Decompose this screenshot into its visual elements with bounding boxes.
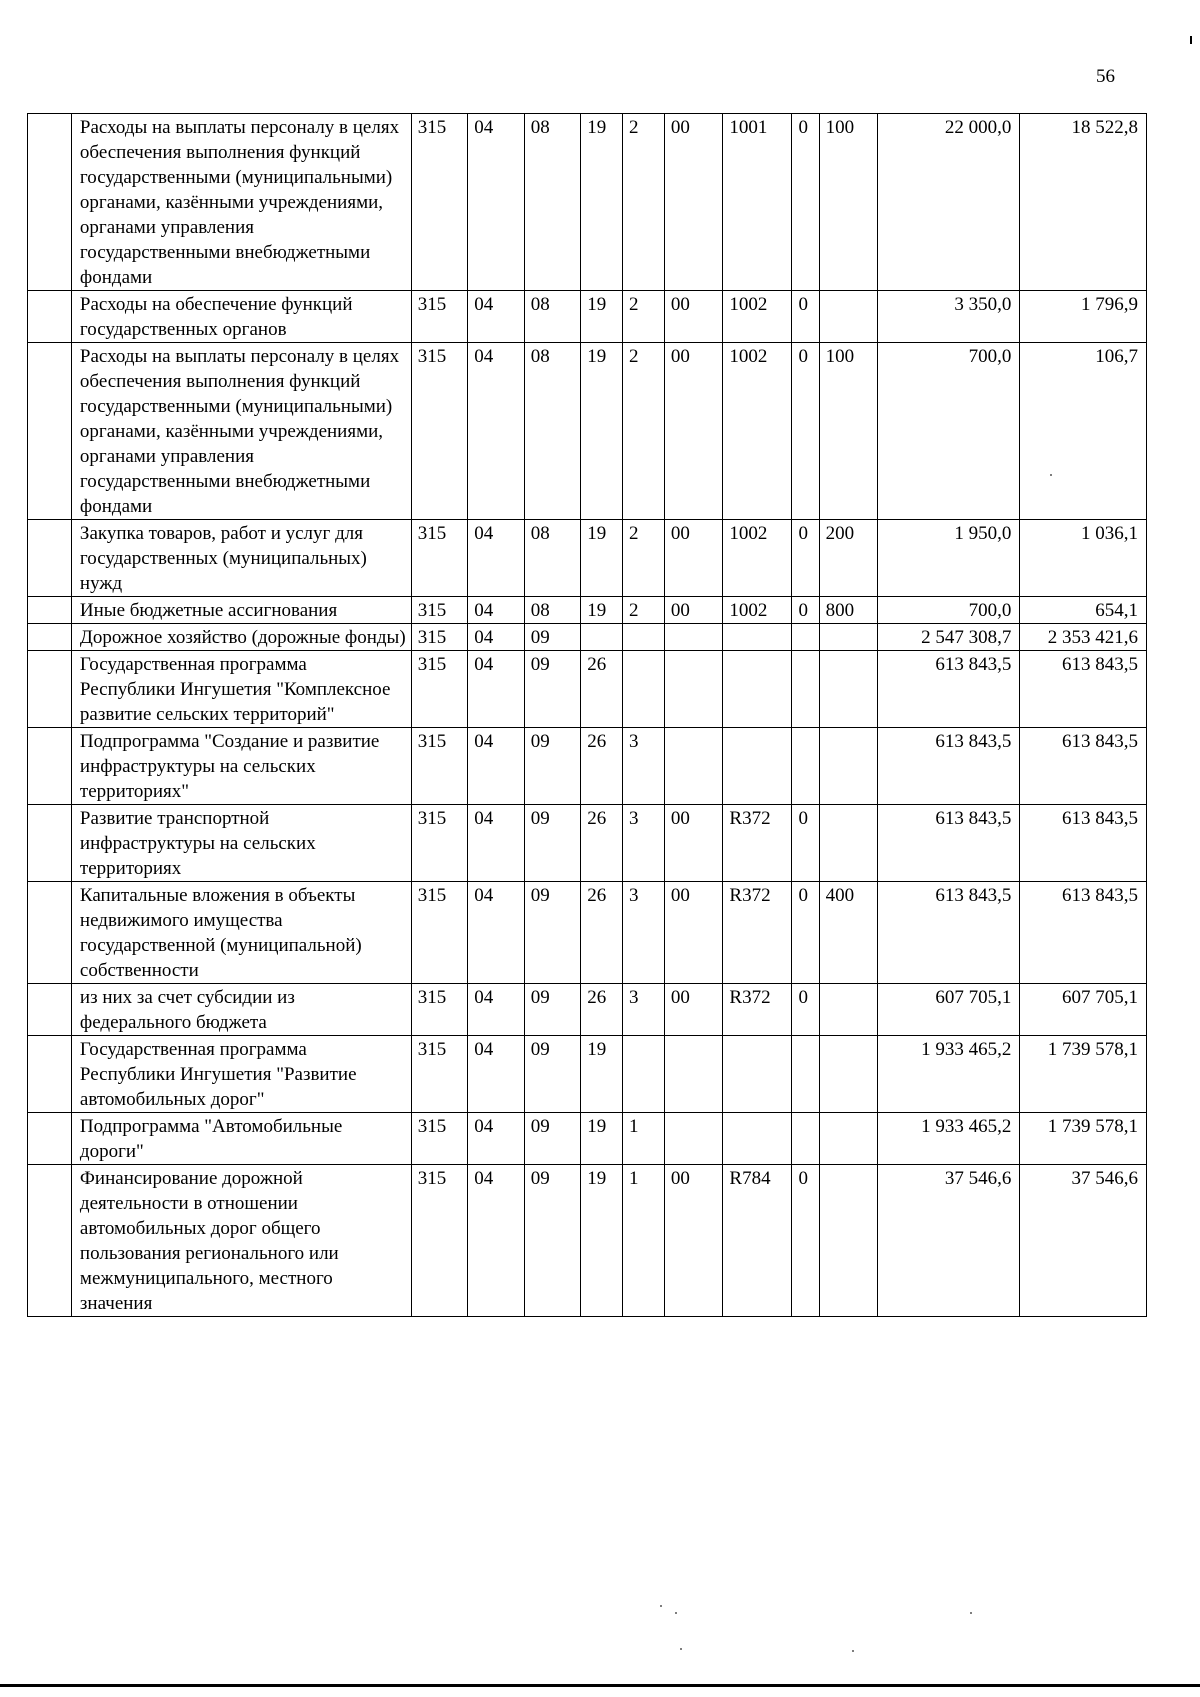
cell-vr — [819, 728, 878, 805]
cell-rz: 04 — [468, 624, 524, 651]
cell-rz: 04 — [468, 343, 524, 520]
table-row — [28, 651, 1147, 728]
cell-plan: 1 933 465,2 — [878, 1113, 1020, 1165]
cell-pr: 09 — [524, 882, 580, 984]
cell-prog — [581, 624, 623, 651]
cell-main: 00 — [664, 597, 723, 624]
cell-name: Государственная программа Республики Ингушетия "Комплексное развитие сельских территорий" — [71, 651, 411, 728]
cell-main: 00 — [664, 343, 723, 520]
cell-glav: 315 — [411, 651, 467, 728]
cell-glav: 315 — [411, 1036, 467, 1113]
cell-glav: 315 — [411, 114, 467, 291]
cell-glav: 315 — [411, 520, 467, 597]
cell-blank — [28, 1165, 72, 1317]
cell-blank — [28, 651, 72, 728]
cell-vr: 400 — [819, 882, 878, 984]
cell-blank — [28, 291, 72, 343]
cell-blank — [28, 520, 72, 597]
cell-plan: 3 350,0 — [878, 291, 1020, 343]
cell-prog: 19 — [581, 1165, 623, 1317]
cell-dir: R784 — [723, 1165, 792, 1317]
cell-glav: 315 — [411, 728, 467, 805]
cell-pr: 08 — [524, 343, 580, 520]
cell-sub: 1 — [623, 1113, 665, 1165]
cell-plan: 613 843,5 — [878, 728, 1020, 805]
cell-chk: 0 — [792, 805, 819, 882]
cell-pr: 09 — [524, 651, 580, 728]
cell-chk: 0 — [792, 1165, 819, 1317]
cell-fact: 1 796,9 — [1020, 291, 1147, 343]
cell-rz: 04 — [468, 597, 524, 624]
cell-chk — [792, 624, 819, 651]
cell-sub — [623, 624, 665, 651]
cell-name: Расходы на обеспечение функций государственных органов — [71, 291, 411, 343]
scan-speck — [852, 1650, 854, 1652]
cell-fact: 613 843,5 — [1020, 728, 1147, 805]
cell-fact: 37 546,6 — [1020, 1165, 1147, 1317]
cell-blank — [28, 728, 72, 805]
cell-prog: 19 — [581, 343, 623, 520]
cell-prog: 26 — [581, 805, 623, 882]
cell-main: 00 — [664, 520, 723, 597]
cell-fact: 607 705,1 — [1020, 984, 1147, 1036]
cell-dir — [723, 651, 792, 728]
cell-prog: 19 — [581, 291, 623, 343]
cell-dir: 1002 — [723, 597, 792, 624]
cell-blank — [28, 882, 72, 984]
cell-chk: 0 — [792, 343, 819, 520]
cell-chk: 0 — [792, 882, 819, 984]
cell-glav: 315 — [411, 805, 467, 882]
cell-sub: 1 — [623, 1165, 665, 1317]
cell-fact: 654,1 — [1020, 597, 1147, 624]
cell-dir: 1002 — [723, 343, 792, 520]
cell-name: Подпрограмма "Автомобильные дороги" — [71, 1113, 411, 1165]
cell-sub: 3 — [623, 984, 665, 1036]
cell-prog: 26 — [581, 882, 623, 984]
cell-fact: 1 739 578,1 — [1020, 1113, 1147, 1165]
cell-main: 00 — [664, 882, 723, 984]
cell-name: Капитальные вложения в объекты недвижимого имущества государственной (муниципальной) собственности — [71, 882, 411, 984]
cell-plan: 22 000,0 — [878, 114, 1020, 291]
cell-vr: 100 — [819, 114, 878, 291]
table-row — [28, 520, 1147, 597]
cell-pr: 08 — [524, 520, 580, 597]
cell-pr: 09 — [524, 984, 580, 1036]
cell-fact: 1 036,1 — [1020, 520, 1147, 597]
cell-name: Расходы на выплаты персоналу в целях обеспечения выполнения функций государственными (муниципальными) органами, казёнными учреждениями, органами управления государственными внебюджетными фондами — [71, 114, 411, 291]
cell-rz: 04 — [468, 1113, 524, 1165]
cell-chk: 0 — [792, 291, 819, 343]
cell-dir: R372 — [723, 882, 792, 984]
cell-main: 00 — [664, 805, 723, 882]
cell-name: Расходы на выплаты персоналу в целях обеспечения выполнения функций государственными (муниципальными) органами, казёнными учреждениями, органами управления государственными внебюджетными фондами — [71, 343, 411, 520]
cell-chk: 0 — [792, 520, 819, 597]
cell-name: Дорожное хозяйство (дорожные фонды) — [71, 624, 411, 651]
cell-plan: 1 933 465,2 — [878, 1036, 1020, 1113]
cell-fact: 106,7 — [1020, 343, 1147, 520]
cell-chk: 0 — [792, 984, 819, 1036]
cell-prog: 26 — [581, 651, 623, 728]
cell-name: Финансирование дорожной деятельности в отношении автомобильных дорог общего пользования регионального или межмуниципального, местного значения — [71, 1165, 411, 1317]
cell-vr — [819, 651, 878, 728]
cell-rz: 04 — [468, 1165, 524, 1317]
scan-speck — [660, 1605, 662, 1607]
cell-fact: 613 843,5 — [1020, 882, 1147, 984]
cell-prog: 19 — [581, 114, 623, 291]
cell-blank — [28, 597, 72, 624]
cell-dir — [723, 728, 792, 805]
cell-name: Закупка товаров, работ и услуг для государственных (муниципальных) нужд — [71, 520, 411, 597]
table-row — [28, 1165, 1147, 1317]
cell-pr: 08 — [524, 114, 580, 291]
cell-name: Развитие транспортной инфраструктуры на сельских территориях — [71, 805, 411, 882]
page-number: 56 — [1096, 66, 1115, 87]
cell-rz: 04 — [468, 1036, 524, 1113]
cell-chk — [792, 651, 819, 728]
cell-plan: 613 843,5 — [878, 651, 1020, 728]
cell-dir — [723, 624, 792, 651]
cell-fact: 1 739 578,1 — [1020, 1036, 1147, 1113]
budget-table-body — [28, 114, 1147, 1317]
table-row — [28, 1036, 1147, 1113]
cell-pr: 09 — [524, 624, 580, 651]
cell-plan: 700,0 — [878, 597, 1020, 624]
cell-fact: 613 843,5 — [1020, 805, 1147, 882]
cell-main: 00 — [664, 114, 723, 291]
cell-glav: 315 — [411, 882, 467, 984]
cell-blank — [28, 984, 72, 1036]
cell-dir: R372 — [723, 805, 792, 882]
cell-main: 00 — [664, 984, 723, 1036]
cell-dir: 1001 — [723, 114, 792, 291]
cell-sub: 2 — [623, 114, 665, 291]
cell-glav: 315 — [411, 597, 467, 624]
cell-sub: 2 — [623, 291, 665, 343]
cell-glav: 315 — [411, 343, 467, 520]
table-row — [28, 984, 1147, 1036]
cell-glav: 315 — [411, 1165, 467, 1317]
cell-vr — [819, 1165, 878, 1317]
cell-dir — [723, 1036, 792, 1113]
cell-chk — [792, 728, 819, 805]
cell-pr: 09 — [524, 1113, 580, 1165]
cell-glav: 315 — [411, 624, 467, 651]
cell-rz: 04 — [468, 651, 524, 728]
cell-vr — [819, 1036, 878, 1113]
cell-glav: 315 — [411, 291, 467, 343]
cell-sub: 2 — [623, 597, 665, 624]
cell-name: Подпрограмма "Создание и развитие инфраструктуры на сельских территориях" — [71, 728, 411, 805]
cell-sub: 2 — [623, 343, 665, 520]
table-row — [28, 114, 1147, 291]
cell-fact: 2 353 421,6 — [1020, 624, 1147, 651]
cell-chk — [792, 1036, 819, 1113]
cell-sub — [623, 651, 665, 728]
cell-glav: 315 — [411, 1113, 467, 1165]
cell-dir — [723, 1113, 792, 1165]
cell-dir: 1002 — [723, 520, 792, 597]
table-row — [28, 597, 1147, 624]
cell-main — [664, 1113, 723, 1165]
cell-prog: 19 — [581, 520, 623, 597]
cell-pr: 09 — [524, 1165, 580, 1317]
cell-prog: 19 — [581, 1113, 623, 1165]
cell-plan: 37 546,6 — [878, 1165, 1020, 1317]
cell-name: Государственная программа Республики Ингушетия "Развитие автомобильных дорог" — [71, 1036, 411, 1113]
table-row — [28, 1113, 1147, 1165]
cell-chk: 0 — [792, 597, 819, 624]
cell-vr — [819, 291, 878, 343]
cell-plan: 2 547 308,7 — [878, 624, 1020, 651]
scan-speck — [675, 1612, 677, 1614]
cell-sub: 3 — [623, 882, 665, 984]
cell-sub — [623, 1036, 665, 1113]
cell-chk — [792, 1113, 819, 1165]
cell-plan: 700,0 — [878, 343, 1020, 520]
cell-blank — [28, 624, 72, 651]
cell-prog: 19 — [581, 1036, 623, 1113]
cell-name: из них за счет субсидии из федерального бюджета — [71, 984, 411, 1036]
cell-plan: 613 843,5 — [878, 805, 1020, 882]
cell-blank — [28, 343, 72, 520]
table-row — [28, 805, 1147, 882]
scan-speck — [680, 1648, 682, 1650]
scan-edge-mark — [1190, 36, 1192, 44]
cell-pr: 09 — [524, 1036, 580, 1113]
cell-chk: 0 — [792, 114, 819, 291]
cell-vr — [819, 1113, 878, 1165]
cell-vr — [819, 984, 878, 1036]
cell-dir: 1002 — [723, 291, 792, 343]
cell-rz: 04 — [468, 805, 524, 882]
cell-rz: 04 — [468, 291, 524, 343]
table-row — [28, 728, 1147, 805]
cell-pr: 09 — [524, 805, 580, 882]
cell-vr: 100 — [819, 343, 878, 520]
cell-glav: 315 — [411, 984, 467, 1036]
cell-prog: 26 — [581, 728, 623, 805]
cell-vr — [819, 624, 878, 651]
cell-rz: 04 — [468, 520, 524, 597]
cell-pr: 08 — [524, 597, 580, 624]
cell-sub: 3 — [623, 728, 665, 805]
table-row — [28, 882, 1147, 984]
cell-main — [664, 651, 723, 728]
table-row — [28, 343, 1147, 520]
cell-plan: 607 705,1 — [878, 984, 1020, 1036]
cell-sub: 2 — [623, 520, 665, 597]
cell-main — [664, 1036, 723, 1113]
cell-vr: 800 — [819, 597, 878, 624]
cell-main: 00 — [664, 291, 723, 343]
cell-main — [664, 624, 723, 651]
cell-pr: 09 — [524, 728, 580, 805]
cell-blank — [28, 1113, 72, 1165]
cell-prog: 19 — [581, 597, 623, 624]
table-row — [28, 624, 1147, 651]
scan-speck — [1050, 474, 1052, 476]
cell-plan: 1 950,0 — [878, 520, 1020, 597]
scan-speck — [970, 1612, 972, 1614]
cell-rz: 04 — [468, 728, 524, 805]
cell-dir: R372 — [723, 984, 792, 1036]
cell-main — [664, 728, 723, 805]
cell-blank — [28, 805, 72, 882]
cell-plan: 613 843,5 — [878, 882, 1020, 984]
cell-fact: 18 522,8 — [1020, 114, 1147, 291]
budget-table — [27, 113, 1147, 1317]
cell-fact: 613 843,5 — [1020, 651, 1147, 728]
table-row — [28, 291, 1147, 343]
cell-name: Иные бюджетные ассигнования — [71, 597, 411, 624]
cell-rz: 04 — [468, 882, 524, 984]
cell-vr: 200 — [819, 520, 878, 597]
scan-edge-line — [0, 1684, 1200, 1687]
cell-pr: 08 — [524, 291, 580, 343]
cell-rz: 04 — [468, 114, 524, 291]
cell-rz: 04 — [468, 984, 524, 1036]
cell-sub: 3 — [623, 805, 665, 882]
cell-main: 00 — [664, 1165, 723, 1317]
cell-vr — [819, 805, 878, 882]
cell-blank — [28, 114, 72, 291]
cell-blank — [28, 1036, 72, 1113]
cell-prog: 26 — [581, 984, 623, 1036]
